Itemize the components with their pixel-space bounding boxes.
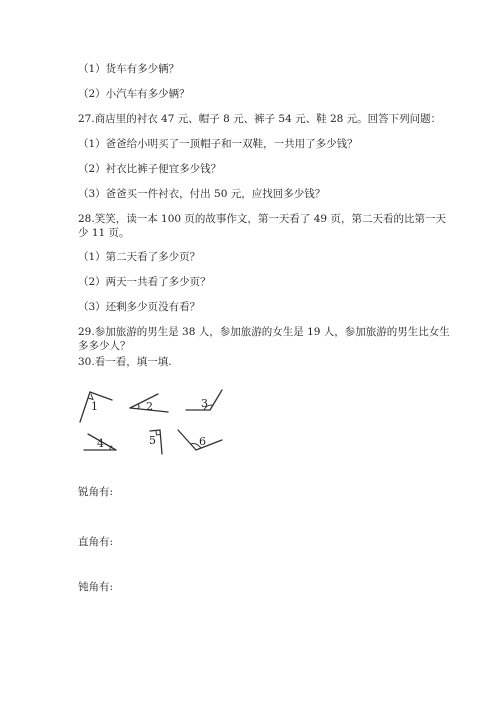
angle-label-3: 3 [201,397,208,410]
q28-sub2: （2）两天一共看了多少页？ [78,276,211,288]
angle-label-5: 5 [149,434,156,447]
q27-stem: 27.商店里的衬衣 47 元、帽子 8 元、裤子 54 元、鞋 28 元。回答下列问题： [78,113,442,125]
q29-line1: 29.参加旅游的男生是 38 人，参加旅游的女生是 19 人，参加旅游的男生比女生 [78,326,450,338]
q26-sub1: （1）货车有多少辆？ [78,63,180,75]
q27-sub1: （1）爸爸给小明买了一顶帽子和一双鞋，一共用了多少钱？ [78,138,358,150]
q28-sub3: （3）还剩多少页没有看？ [78,301,201,313]
angle-figures [70,384,240,464]
angle-label-1: 1 [91,400,98,413]
right-angle-label: 直角有: [78,536,114,548]
q28-sub1: （1）第二天看了多少页？ [78,251,201,263]
q29-line2: 多多少人？ [78,340,131,352]
q28-stem-line2: 少 11 页。 [78,227,130,239]
obtuse-angle-label: 钝角有: [78,581,114,593]
angle-label-6: 6 [199,435,206,448]
angle-label-4: 4 [97,437,104,450]
q30-stem: 30.看一看，填一填. [78,356,172,368]
angle-label-2: 2 [146,400,153,413]
acute-angle-label: 锐角有: [78,486,114,498]
q27-sub3: （3）爸爸买一件衬衣，付出 50 元，应找回多少钱？ [78,188,326,200]
q26-sub2: （2）小汽车有多少辆？ [78,88,190,100]
q27-sub2: （2）衬衣比裤子便宜多少钱？ [78,163,222,175]
q28-stem-line1: 28.笑笑，读一本 100 页的故事作文，第一天看了 49 页，第二天看的比第一天 [78,213,446,225]
